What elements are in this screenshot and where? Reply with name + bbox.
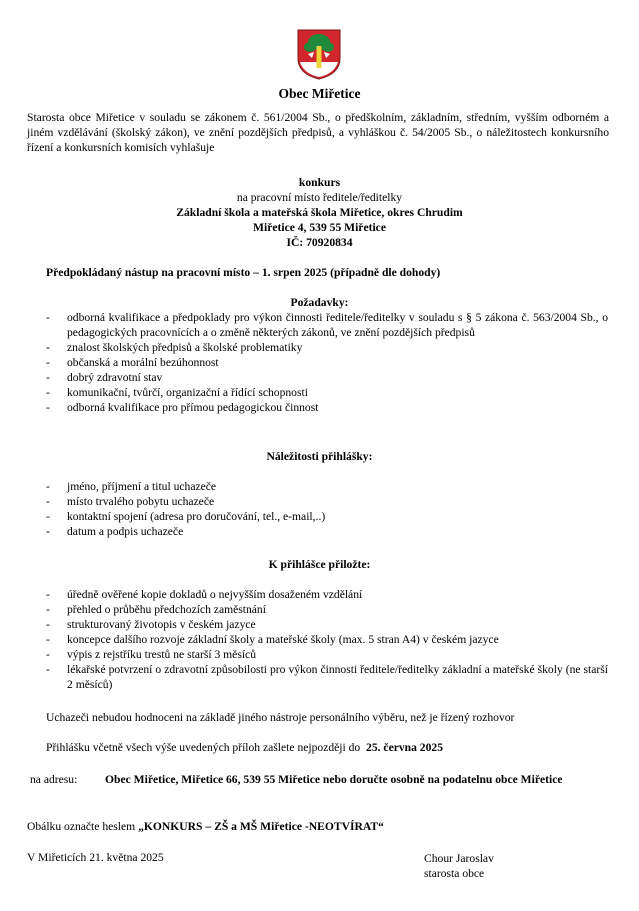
list-item: - koncepce dalšího rozvoje základní školy a mateřské školy (max. 5 stran A4) v českém jazyce	[46, 632, 608, 647]
list-item: - strukturovaný životopis v českém jazyce	[46, 617, 608, 632]
deadline-text: Přihlášku včetně všech výše uvedených příloh zašlete nejpozději do	[46, 741, 361, 754]
evaluation-paragraph: Uchazeči nebudou hodnoceni na základě jiného nástroje personálního výběru, než je řízený rozhovor	[46, 711, 515, 724]
list-item: - lékařské potvrzení o zdravotní způsobilosti pro výkon činnosti ředitele/ředitelky základní a mateřské školy (ne starší 2 měsíců)	[46, 662, 608, 692]
page-title: Obec Miřetice	[278, 86, 361, 101]
address-text: Obec Miřetice, Miřetice 66, 539 55 Miřetice nebo doručte osobně na podatelnu obce Miřetice	[105, 773, 563, 786]
deadline-paragraph	[46, 741, 443, 754]
list-item: - dobrý zdravotní stav	[46, 370, 608, 385]
list-item: - datum a podpis uchazeče	[46, 524, 608, 539]
list-item: - úředně ověřené kopie dokladů o nejvyšším dosaženém vzdělání	[46, 587, 608, 602]
attachments-heading: K přihlášce přiložte:	[268, 558, 371, 571]
start-date-line: Předpokládaný nástup na pracovní místo – 1. srpen 2025 (případně dle dohody)	[46, 266, 441, 279]
application-heading: Náležitosti přihlášky:	[266, 450, 373, 463]
application-list	[46, 479, 608, 539]
list-item: - občanská a morální bezúhonnost	[46, 355, 608, 370]
list-item: - znalost školských předpisů a školské problematiky	[46, 340, 608, 355]
list-item: - místo trvalého pobytu uchazeče	[46, 494, 608, 509]
school-address: Miřetice 4, 539 55 Miřetice	[253, 221, 386, 234]
list-item: - odborná kvalifikace a předpoklady pro výkon činnosti ředitele/ředitelky v souladu s § 5 zákona č. 563/2004 Sb., o pedagogických pracovnících a o změně některých zákonů, ve znění pozdějších předpisů	[46, 310, 608, 340]
school-name: Základní škola a mateřská škola Miřetice, okres Chrudim	[176, 206, 463, 219]
list-item: - výpis z rejstříku trestů ne starší 3 měsíců	[46, 647, 608, 662]
signer-name: Chour Jaroslav	[424, 852, 494, 865]
announcement-position: na pracovní místo ředitele/ředitelky	[236, 191, 403, 204]
coat-of-arms-icon	[296, 28, 342, 80]
requirements-heading: Požadavky:	[290, 296, 349, 309]
attachments-list	[46, 587, 608, 692]
list-item: - kontaktní spojení (adresa pro doručování, tel., e-mail,..)	[46, 509, 608, 524]
list-item: - komunikační, tvůrčí, organizační a řídící schopnosti	[46, 385, 608, 400]
announcement-block	[0, 175, 639, 250]
signature-block	[424, 851, 494, 881]
envelope-prefix: Obálku označte heslem	[27, 820, 139, 833]
address-label: na adresu:	[30, 773, 78, 786]
signer-role: starosta obce	[424, 867, 485, 880]
intro-paragraph: Starosta obce Miřetice v souladu se zákonem č. 561/2004 Sb., o předškolním, základním, středním, vyšším odborném a jiném vzdělávání (školský zákon), ve znění pozdějších předpisů, a vyhláškou č. 54/2005 Sb., o náležitostech konkursního řízení a konkursních komisích vyhlašuje	[27, 111, 609, 154]
envelope-instruction	[27, 820, 384, 833]
envelope-slogan: „KONKURS – ZŠ a MŠ Miřetice -NEOTVÍRAT“	[138, 820, 384, 833]
school-ic: IČ: 70920834	[286, 236, 353, 249]
announcement-keyword: konkurs	[298, 176, 341, 189]
deadline-date: 25. června 2025	[366, 741, 443, 754]
list-item: - jméno, příjmení a titul uchazeče	[46, 479, 608, 494]
requirements-list	[46, 310, 608, 415]
place-date: V Miřeticích 21. května 2025	[27, 851, 164, 864]
list-item: - přehled o průběhu předchozích zaměstnání	[46, 602, 608, 617]
list-item: - odborná kvalifikace pro přímou pedagogickou činnost	[46, 400, 608, 415]
